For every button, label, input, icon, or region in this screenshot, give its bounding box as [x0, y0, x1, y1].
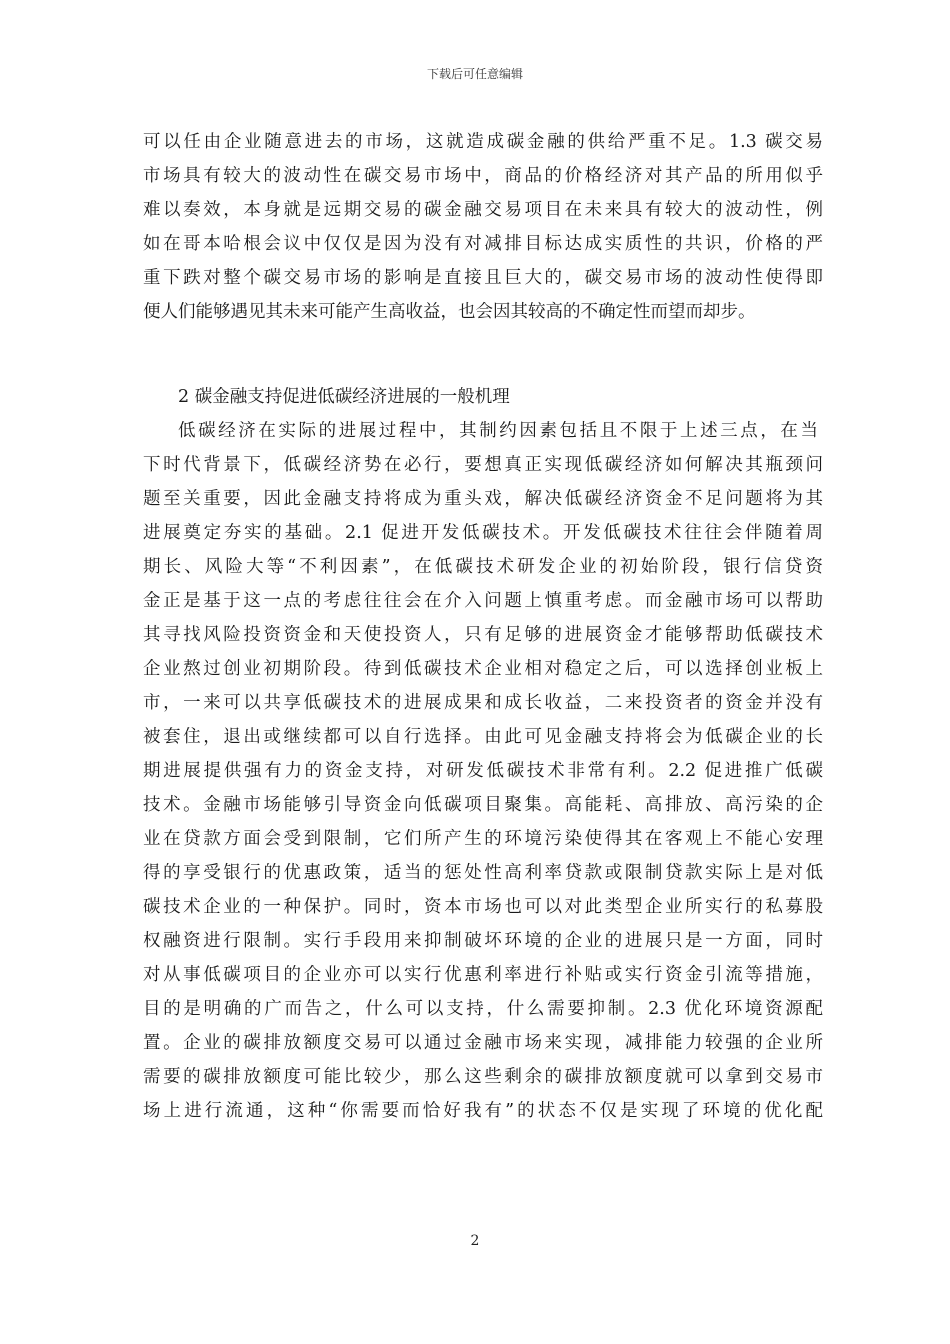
text-line: 重下跌对整个碳交易市场的影响是直接且巨大的，碳交易市场的波动性使得即	[143, 268, 823, 288]
text-line: 被套住，退出或继续都可以自行选择。由此可见金融支持将会为低碳企业的长	[143, 727, 823, 747]
text-line: 业在贷款方面会受到限制，它们所产生的环境污染使得其在客观上不能心安理	[143, 829, 823, 849]
section-heading: 2 碳金融支持促进低碳经济进展的一般机理	[178, 387, 510, 407]
text-line: 低碳经济在实际的进展过程中，其制约因素包括且不限于上述三点，在当	[178, 421, 818, 441]
text-line: 市场具有较大的波动性在碳交易市场中，商品的价格经济对其产品的所用似乎	[143, 166, 823, 186]
text-line: 难以奏效，本身就是远期交易的碳金融交易项目在未来具有较大的波动性，例	[143, 200, 823, 220]
text-line: 得的享受银行的优惠政策，适当的惩处性高利率贷款或限制贷款实际上是对低	[143, 863, 823, 883]
text-line: 期长、风险大等“不利因素”，在低碳技术研发企业的初始阶段，银行信贷资	[143, 557, 823, 577]
text-line: 其寻找风险投资资金和天使投资人，只有足够的进展资金才能够帮助低碳技术	[143, 625, 823, 645]
text-line: 金正是基于这一点的考虑往往会在介入问题上慎重考虑。而金融市场可以帮助	[143, 591, 823, 611]
text-line: 碳技术企业的一种保护。同时，资本市场也可以对此类型企业所实行的私募股	[143, 897, 823, 917]
text-line: 企业熬过创业初期阶段。待到低碳技术企业相对稳定之后，可以选择创业板上	[143, 659, 823, 679]
text-line: 目的是明确的广而告之，什么可以支持，什么需要抑制。2.3 优化环境资源配	[143, 999, 823, 1019]
text-line: 题至关重要，因此金融支持将成为重头戏，解决低碳经济资金不足问题将为其	[143, 489, 823, 509]
text-line: 技术。金融市场能够引导资金向低碳项目聚集。高能耗、高排放、高污染的企	[143, 795, 823, 815]
text-line: 进展奠定夯实的基础。2.1 促进开发低碳技术。开发低碳技术往往会伴随着周	[143, 523, 823, 543]
text-line: 如在哥本哈根会议中仅仅是因为没有对减排目标达成实质性的共识，价格的严	[143, 234, 823, 254]
text-line: 期进展提供强有力的资金支持，对研发低碳技术非常有利。2.2 促进推广低碳	[143, 761, 823, 781]
text-line: 置。企业的碳排放额度交易可以通过金融市场来实现，减排能力较强的企业所	[143, 1033, 823, 1053]
text-line: 下时代背景下，低碳经济势在必行，要想真正实现低碳经济如何解决其瓶颈问	[143, 455, 823, 475]
page-number: 2	[470, 1233, 480, 1249]
text-line: 对从事低碳项目的企业亦可以实行优惠利率进行补贴或实行资金引流等措施，	[143, 965, 823, 985]
text-line: 可以任由企业随意进去的市场，这就造成碳金融的供给严重不足。1.3 碳交易	[143, 132, 823, 152]
text-line: 权融资进行限制。实行手段用来抑制破坏环境的企业的进展只是一方面，同时	[143, 931, 823, 951]
text-line: 便人们能够遇见其未来可能产生高收益，也会因其较高的不确定性而望而却步。	[143, 302, 756, 322]
text-line: 场上进行流通，这种“你需要而恰好我有”的状态不仅是实现了环境的优化配	[143, 1101, 823, 1121]
text-line: 市，一来可以共享低碳技术的进展成果和成长收益，二来投资者的资金并没有	[143, 693, 823, 713]
page-header: 下载后可任意编辑	[426, 67, 523, 81]
text-line: 需要的碳排放额度可能比较少，那么这些剩余的碳排放额度就可以拿到交易市	[143, 1067, 823, 1087]
